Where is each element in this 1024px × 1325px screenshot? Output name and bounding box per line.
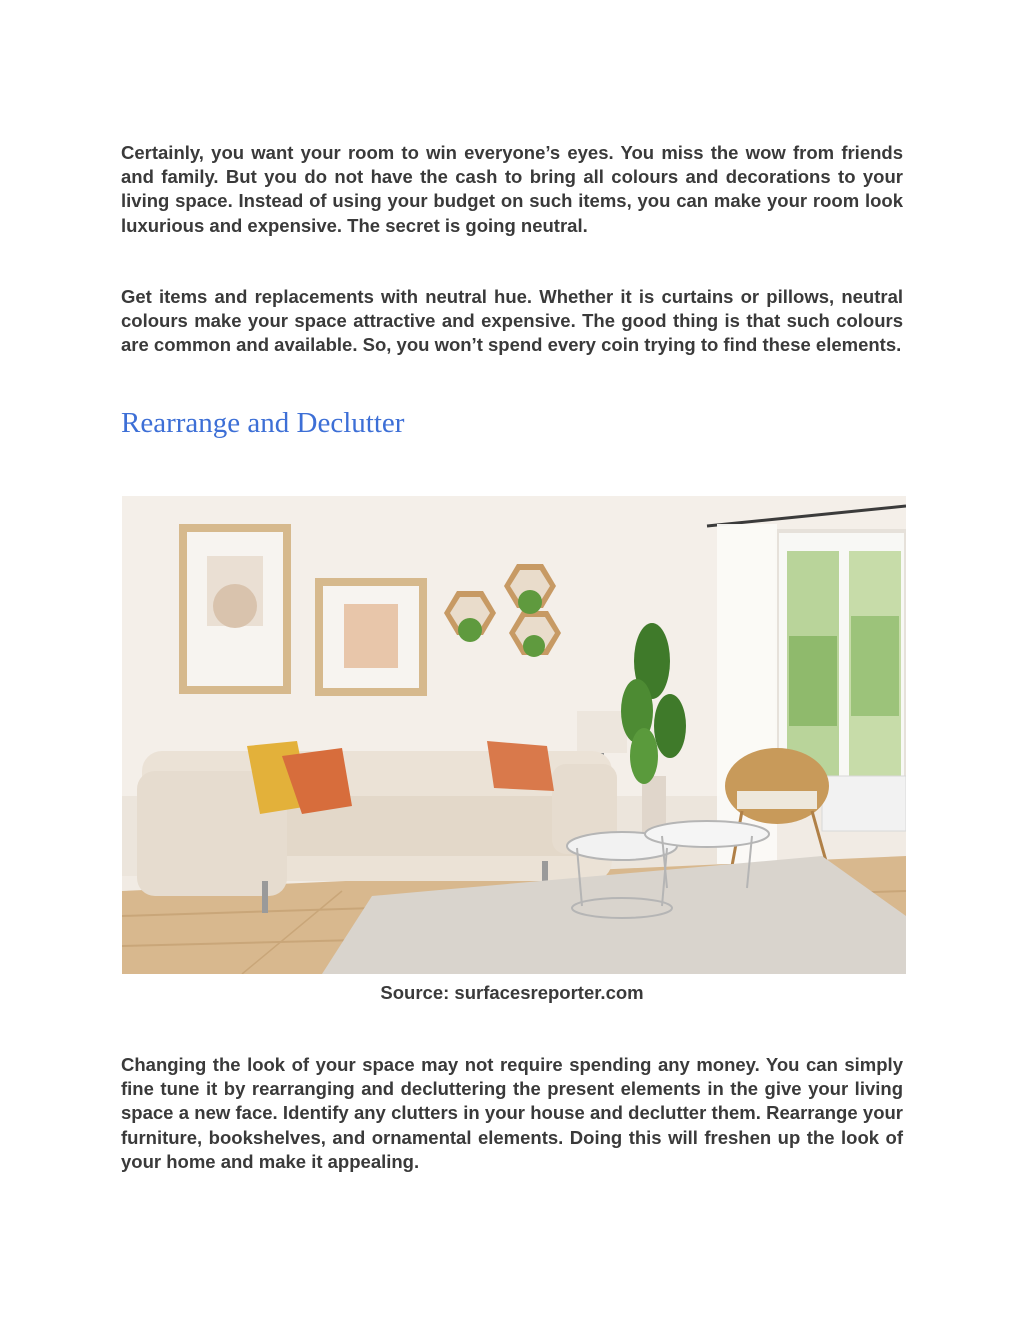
declutter-paragraph: Changing the look of your space may not require spending any money. You can simply fine tune it by rearranging and decluttering the present elements in the give your living space a new face. Identify any clutters in your house and declutter them. Rearrange your furniture, bookshelves, and ornamental elements. Doing this will freshen up the look of your home and make it appealing. <box>121 1054 903 1172</box>
section-heading: Rearrange and Declutter <box>121 407 405 439</box>
neutral-hue-paragraph: Get items and replacements with neutral hue. Whether it is curtains or pillows, neutral colours make your space attractive and expensive. The good thing is that such colours are common and available. So, you won’t spend every coin trying to find these elements. <box>121 286 903 356</box>
living-room-photo <box>122 496 906 974</box>
intro-paragraph: Certainly, you want your room to win everyone’s eyes. You miss the wow from friends and family. But you do not have the cash to bring all colours and decorations to your living space. Instead of using your budget on such items, you can make your room look luxurious and expensive. The secret is going neutral. <box>121 142 903 236</box>
figure-caption: Source: surfacesreporter.com <box>380 982 644 1003</box>
